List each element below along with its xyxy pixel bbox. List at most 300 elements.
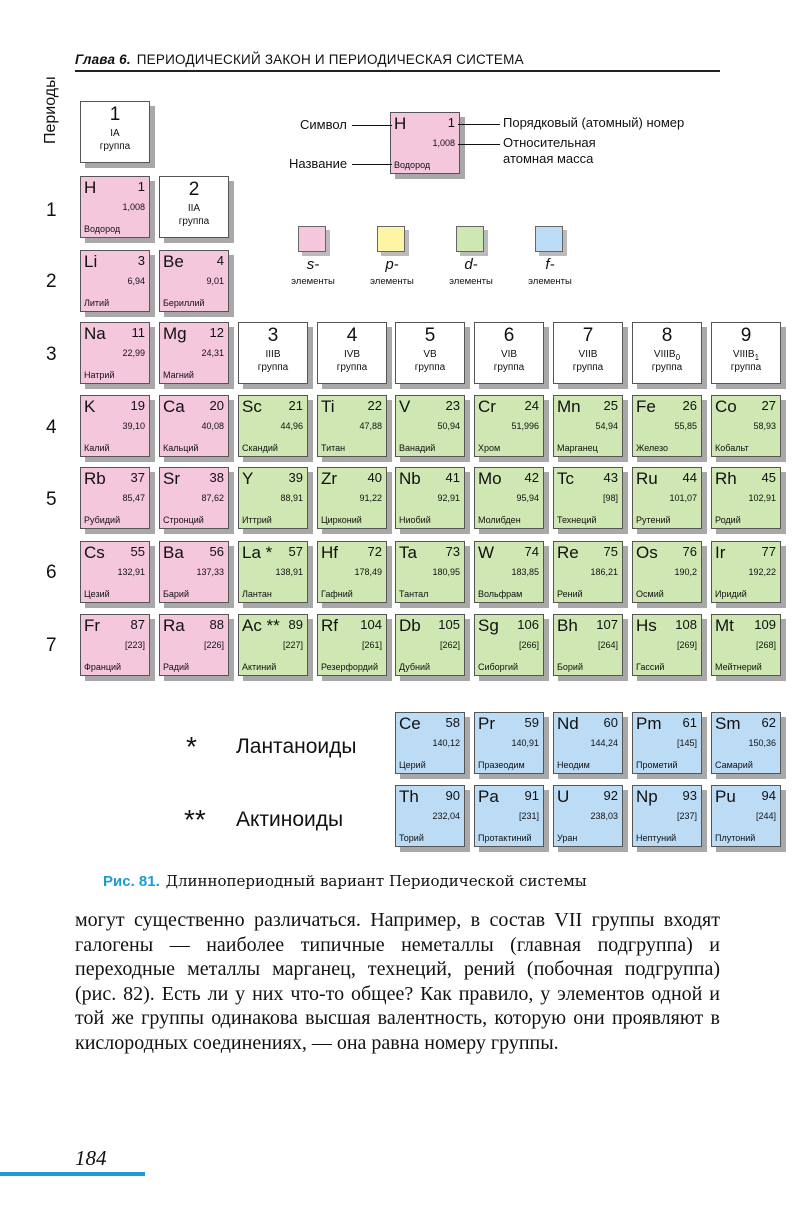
element-number: 24 — [524, 398, 539, 413]
figure-caption — [103, 872, 587, 890]
element-name: Стронций — [163, 515, 204, 525]
group-number: 9 — [740, 325, 752, 346]
element-cell-sc — [238, 395, 308, 457]
element-name: Скандий — [242, 443, 278, 453]
group-number: 1 — [109, 104, 121, 125]
element-cell-ce — [395, 712, 465, 774]
element-symbol: Tc — [557, 469, 574, 488]
period-label-2: 2 — [46, 271, 57, 292]
group-header-1 — [80, 101, 150, 163]
page-number: 184 — [75, 1146, 107, 1170]
element-cell-nb — [395, 467, 465, 529]
legend-letter: p- — [385, 256, 399, 273]
element-cell-y — [238, 467, 308, 529]
element-symbol: La * — [242, 543, 273, 562]
element-mass: 186,21 — [590, 567, 618, 577]
element-cell-be — [159, 250, 229, 312]
element-mass: 92,91 — [437, 493, 460, 503]
element-mass: 9,01 — [206, 276, 224, 286]
legend-swatch-d — [456, 226, 484, 252]
period-label-4: 4 — [46, 417, 57, 438]
series-mark: ** — [184, 804, 206, 835]
element-name: Лантан — [242, 589, 272, 599]
element-symbol: Rh — [715, 469, 737, 488]
element-symbol: Zr — [321, 469, 338, 488]
element-symbol: Sc — [242, 397, 262, 416]
element-mass: 58,93 — [753, 421, 776, 431]
element-symbol: Ta — [399, 543, 417, 562]
element-mass: 238,03 — [590, 811, 618, 821]
element-cell-na — [80, 322, 150, 384]
element-number: 27 — [761, 398, 776, 413]
element-mass: 102,91 — [748, 493, 776, 503]
element-number: 61 — [682, 715, 697, 730]
element-number: 77 — [761, 544, 776, 559]
group-roman-subscript: 0 — [675, 353, 681, 362]
group-number: 6 — [503, 325, 515, 346]
element-symbol: W — [478, 543, 495, 562]
group-roman-subscript: 1 — [754, 353, 760, 362]
element-number: 90 — [445, 788, 460, 803]
element-symbol: Os — [636, 543, 658, 562]
element-symbol: Mt — [715, 616, 734, 635]
group-word: группа — [99, 141, 131, 152]
group-number: 7 — [582, 325, 594, 346]
element-number: 107 — [596, 617, 618, 632]
group-roman-text: IVB — [343, 349, 361, 360]
element-symbol: Rb — [84, 469, 106, 488]
element-cell-nd — [553, 712, 623, 774]
period-label-5: 5 — [46, 489, 57, 510]
group-number: 8 — [661, 325, 673, 346]
element-mass: 132,91 — [117, 567, 145, 577]
body-paragraph: могут существенно различаться. Например, в состав VII группы входят галогены — наиболее типичные неметаллы (главная подгруппа) и переходные металлы марганец, технеций, рений (побочная подгруппа) (рис. 82). Есть ли у них что-то общее? Как правило, у элементов одной и той же группы одинакова высшая валентность, которую они проявляют в кислородных соединениях, — она равна номеру группы. — [75, 909, 720, 1054]
legend-letter: d- — [464, 256, 478, 273]
element-number: 12 — [209, 325, 224, 340]
element-name: Железо — [636, 443, 668, 453]
element-cell-ca — [159, 395, 229, 457]
element-name: Калий — [84, 443, 110, 453]
element-mass: 22,99 — [122, 348, 145, 358]
group-header-4 — [317, 322, 387, 384]
element-cell-tc — [553, 467, 623, 529]
element-mass: [223] — [124, 640, 145, 650]
element-number: 26 — [682, 398, 697, 413]
group-roman-text: VIIIB — [732, 349, 755, 360]
element-name: Плутоний — [715, 833, 756, 843]
group-word: группа — [651, 362, 683, 373]
running-header — [75, 52, 524, 67]
key-name-label: Название — [289, 156, 348, 171]
element-mass: [244] — [755, 811, 776, 821]
element-mass: 150,36 — [748, 738, 776, 748]
element-mass: [266] — [518, 640, 539, 650]
element-symbol: U — [557, 787, 570, 806]
element-mass: 51,996 — [511, 421, 539, 431]
group-header-3 — [238, 322, 308, 384]
element-number: 42 — [524, 470, 539, 485]
element-cell-sr — [159, 467, 229, 529]
group-word: группа — [730, 362, 762, 373]
element-symbol: V — [399, 397, 411, 416]
group-roman-text: VB — [423, 349, 437, 360]
series-label-lanthanoids: Лантаноиды — [236, 735, 357, 758]
period-label-7: 7 — [46, 635, 57, 656]
element-cell-re — [553, 541, 623, 603]
element-name: Водород — [84, 224, 121, 234]
element-mass: 55,85 — [674, 421, 697, 431]
chapter-title: ПЕРИОДИЧЕСКИЙ ЗАКОН И ПЕРИОДИЧЕСКАЯ СИСТЕМА — [136, 52, 524, 67]
element-name: Барий — [163, 589, 189, 599]
element-number: 39 — [288, 470, 303, 485]
element-symbol: Re — [557, 543, 579, 562]
element-cell-rb — [80, 467, 150, 529]
group-header-8 — [632, 322, 702, 384]
element-name: Рений — [557, 589, 583, 599]
element-name: Торий — [399, 833, 424, 843]
figure-caption-label: Рис. 81. — [103, 873, 160, 890]
element-number: 58 — [445, 715, 460, 730]
key-symbol-line — [352, 125, 392, 126]
element-mass: 44,96 — [280, 421, 303, 431]
figure-caption-text: Длиннопериодный вариант Периодической системы — [165, 872, 587, 890]
element-symbol: Ca — [163, 397, 185, 416]
element-number: 93 — [682, 788, 697, 803]
group-word: группа — [572, 362, 604, 373]
key-number-line — [458, 124, 500, 125]
element-symbol: Mg — [163, 324, 187, 343]
element-cell-pm — [632, 712, 702, 774]
element-cell-ba — [159, 541, 229, 603]
element-mass: [261] — [361, 640, 382, 650]
element-number: 72 — [367, 544, 382, 559]
element-name: Прометий — [636, 760, 678, 770]
element-number: 108 — [675, 617, 697, 632]
element-mass: [145] — [676, 738, 697, 748]
period-label-1: 1 — [46, 200, 57, 221]
element-number: 62 — [761, 715, 776, 730]
element-number: 94 — [761, 788, 776, 803]
legend-swatch-f — [535, 226, 563, 252]
group-roman — [396, 349, 464, 360]
element-symbol: Sm — [715, 714, 741, 733]
key-sample-name: Водород — [394, 160, 431, 170]
element-cell-sg — [474, 614, 544, 676]
element-number: 43 — [603, 470, 618, 485]
element-symbol: H — [84, 178, 97, 197]
element-number: 74 — [524, 544, 539, 559]
element-name: Борий — [557, 662, 583, 672]
element-name: Протактиний — [478, 833, 532, 843]
group-header-6 — [474, 322, 544, 384]
element-cell-fe — [632, 395, 702, 457]
element-mass: 183,85 — [511, 567, 539, 577]
element-mass: 24,31 — [201, 348, 224, 358]
element-name: Марганец — [557, 443, 598, 453]
element-symbol: Fe — [636, 397, 656, 416]
element-cell-np — [632, 785, 702, 847]
element-mass: [231] — [518, 811, 539, 821]
element-number: 21 — [288, 398, 303, 413]
element-cell-sm — [711, 712, 781, 774]
element-name: Технеций — [557, 515, 597, 525]
element-mass: 180,95 — [432, 567, 460, 577]
element-symbol: Fr — [84, 616, 101, 635]
element-mass: 1,008 — [122, 202, 145, 212]
legend-letter: s- — [306, 256, 320, 273]
element-cell-rh — [711, 467, 781, 529]
group-roman — [160, 203, 228, 214]
element-name: Самарий — [715, 760, 753, 770]
element-symbol: Mn — [557, 397, 581, 416]
key-sample-number: 1 — [447, 115, 455, 130]
element-number: 11 — [131, 325, 145, 340]
element-symbol: Nb — [399, 469, 421, 488]
element-name: Литий — [84, 298, 110, 308]
element-mass: [264] — [597, 640, 618, 650]
element-number: 92 — [603, 788, 618, 803]
element-mass: 101,07 — [669, 493, 697, 503]
group-header-7 — [553, 322, 623, 384]
element-symbol: Pa — [478, 787, 499, 806]
element-symbol: Hf — [321, 543, 338, 562]
element-cell-pa — [474, 785, 544, 847]
element-name: Титан — [321, 443, 346, 453]
element-cell-os — [632, 541, 702, 603]
element-symbol: Pr — [478, 714, 495, 733]
element-name: Неодим — [557, 760, 590, 770]
element-symbol: Co — [715, 397, 737, 416]
element-mass: [226] — [203, 640, 224, 650]
element-symbol: Ba — [163, 543, 184, 562]
element-mass: 192,22 — [748, 567, 776, 577]
group-number: 2 — [188, 179, 200, 200]
element-name: Уран — [557, 833, 578, 843]
element-mass: 50,94 — [437, 421, 460, 431]
element-name: Иридий — [715, 589, 747, 599]
element-number: 106 — [517, 617, 539, 632]
element-symbol: Pm — [636, 714, 662, 733]
series-mark: * — [186, 731, 197, 762]
element-number: 59 — [524, 715, 539, 730]
key-mass-line — [458, 144, 500, 145]
element-name: Магний — [163, 370, 194, 380]
element-mass: 138,91 — [275, 567, 303, 577]
element-mass: 178,49 — [354, 567, 382, 577]
group-word: группа — [257, 362, 289, 373]
element-mass: [268] — [755, 640, 776, 650]
legend-swatch-p — [377, 226, 405, 252]
element-symbol: Sg — [478, 616, 499, 635]
element-mass: 47,88 — [359, 421, 382, 431]
element-symbol: Cs — [84, 543, 105, 562]
page-number-bar — [0, 1172, 145, 1176]
element-number: 57 — [288, 544, 303, 559]
legend-text: элементы — [370, 276, 414, 287]
group-roman — [633, 349, 701, 362]
element-name: Цирконий — [321, 515, 362, 525]
element-name: Церий — [399, 760, 426, 770]
element-number: 38 — [209, 470, 224, 485]
element-mass: 85,47 — [122, 493, 145, 503]
chapter-label: Глава 6. — [75, 52, 131, 67]
element-cell-mn — [553, 395, 623, 457]
element-mass: 137,33 — [196, 567, 224, 577]
element-mass: 95,94 — [516, 493, 539, 503]
element-symbol: Ac ** — [242, 616, 280, 635]
legend-swatch-s — [298, 226, 326, 252]
element-name: Ванадий — [399, 443, 436, 453]
group-number: 3 — [267, 325, 279, 346]
element-number: 45 — [761, 470, 776, 485]
group-roman-text: IA — [110, 128, 120, 139]
element-name: Молибден — [478, 515, 521, 525]
periods-axis-label: Периоды — [42, 76, 59, 144]
element-cell-v — [395, 395, 465, 457]
element-cell-ru — [632, 467, 702, 529]
element-mass: [237] — [676, 811, 697, 821]
element-cell-li — [80, 250, 150, 312]
element-cell-ra — [159, 614, 229, 676]
element-cell-zr — [317, 467, 387, 529]
element-number: 20 — [209, 398, 224, 413]
element-mass: [262] — [439, 640, 460, 650]
element-name: Вольфрам — [478, 589, 523, 599]
element-name: Бериллий — [163, 298, 205, 308]
element-cell-w — [474, 541, 544, 603]
element-number: 40 — [367, 470, 382, 485]
group-roman — [475, 349, 543, 360]
element-mass: 6,94 — [127, 276, 145, 286]
element-cell-co — [711, 395, 781, 457]
element-cell-cr — [474, 395, 544, 457]
group-header-9 — [711, 322, 781, 384]
element-number: 3 — [137, 253, 145, 268]
element-symbol: Np — [636, 787, 658, 806]
element-name: Мейтнерий — [715, 662, 762, 672]
group-roman — [318, 349, 386, 360]
element-number: 104 — [360, 617, 382, 632]
element-mass: 54,94 — [595, 421, 618, 431]
element-name: Осмий — [636, 589, 664, 599]
element-name: Гафний — [321, 589, 353, 599]
element-cell-hf — [317, 541, 387, 603]
element-symbol: Na — [84, 324, 106, 343]
key-sample-mass: 1,008 — [432, 138, 455, 148]
element-mass: 140,91 — [511, 738, 539, 748]
element-cell-ti — [317, 395, 387, 457]
element-cell-cs — [80, 541, 150, 603]
group-number: 5 — [424, 325, 436, 346]
element-number: 19 — [130, 398, 145, 413]
group-roman-text: IIA — [187, 203, 201, 214]
element-name: Рутений — [636, 515, 671, 525]
legend-text: элементы — [528, 276, 572, 287]
element-cell-h — [80, 176, 150, 238]
element-cell-bh — [553, 614, 623, 676]
period-label-3: 3 — [46, 344, 57, 365]
element-number: 56 — [209, 544, 224, 559]
element-mass: 88,91 — [280, 493, 303, 503]
legend-letter: f- — [545, 256, 555, 273]
element-number: 76 — [682, 544, 697, 559]
element-name: Натрий — [84, 370, 115, 380]
element-name: Родий — [715, 515, 741, 525]
element-number: 4 — [216, 253, 224, 268]
element-symbol: Pu — [715, 787, 736, 806]
element-name: Ниобий — [399, 515, 431, 525]
element-number: 25 — [603, 398, 618, 413]
key-symbol-label: Символ — [300, 117, 347, 132]
element-number: 105 — [438, 617, 460, 632]
element-symbol: Ce — [399, 714, 421, 733]
element-symbol: Ir — [715, 543, 726, 562]
key-sample-cell — [390, 112, 460, 174]
element-cell-ir — [711, 541, 781, 603]
element-number: 88 — [209, 617, 224, 632]
element-mass: [227] — [282, 640, 303, 650]
element-number: 55 — [130, 544, 145, 559]
group-word: группа — [336, 362, 368, 373]
element-number: 37 — [130, 470, 145, 485]
group-header-2 — [159, 176, 229, 238]
element-number: 73 — [445, 544, 460, 559]
element-cell-th — [395, 785, 465, 847]
element-cell-pr — [474, 712, 544, 774]
element-cell-mo — [474, 467, 544, 529]
element-cell-mg — [159, 322, 229, 384]
element-number: 89 — [288, 617, 303, 632]
element-name: Гассий — [636, 662, 665, 672]
element-name: Празеодим — [478, 760, 525, 770]
key-number-label: Порядковый (атомный) номер — [503, 115, 685, 130]
element-cell-k — [80, 395, 150, 457]
element-mass: 140,12 — [432, 738, 460, 748]
group-word: группа — [493, 362, 525, 373]
element-number: 87 — [130, 617, 145, 632]
element-cell-fr — [80, 614, 150, 676]
element-mass: 40,08 — [201, 421, 224, 431]
element-symbol: Sr — [163, 469, 180, 488]
element-number: 41 — [445, 470, 460, 485]
element-symbol: Hs — [636, 616, 657, 635]
element-mass: 91,22 — [359, 493, 382, 503]
group-word: группа — [178, 216, 210, 227]
group-roman — [554, 349, 622, 360]
element-number: 75 — [603, 544, 618, 559]
element-mass: 39,10 — [122, 421, 145, 431]
group-number: 4 — [346, 325, 358, 346]
element-symbol: Mo — [478, 469, 502, 488]
element-symbol: Ra — [163, 616, 185, 635]
element-cell-la — [238, 541, 308, 603]
element-symbol: Li — [84, 252, 98, 271]
element-cell-u — [553, 785, 623, 847]
element-symbol: Rf — [321, 616, 338, 635]
element-cell-ta — [395, 541, 465, 603]
element-mass: 190,2 — [674, 567, 697, 577]
group-roman-text: IIIB — [265, 349, 281, 360]
element-number: 91 — [524, 788, 539, 803]
element-number: 44 — [682, 470, 697, 485]
group-roman — [81, 128, 149, 139]
element-mass: [269] — [676, 640, 697, 650]
element-name: Иттрий — [242, 515, 272, 525]
header-rule — [75, 70, 720, 72]
element-name: Нептуний — [636, 833, 677, 843]
element-symbol: Cr — [478, 397, 496, 416]
element-symbol: Ru — [636, 469, 658, 488]
